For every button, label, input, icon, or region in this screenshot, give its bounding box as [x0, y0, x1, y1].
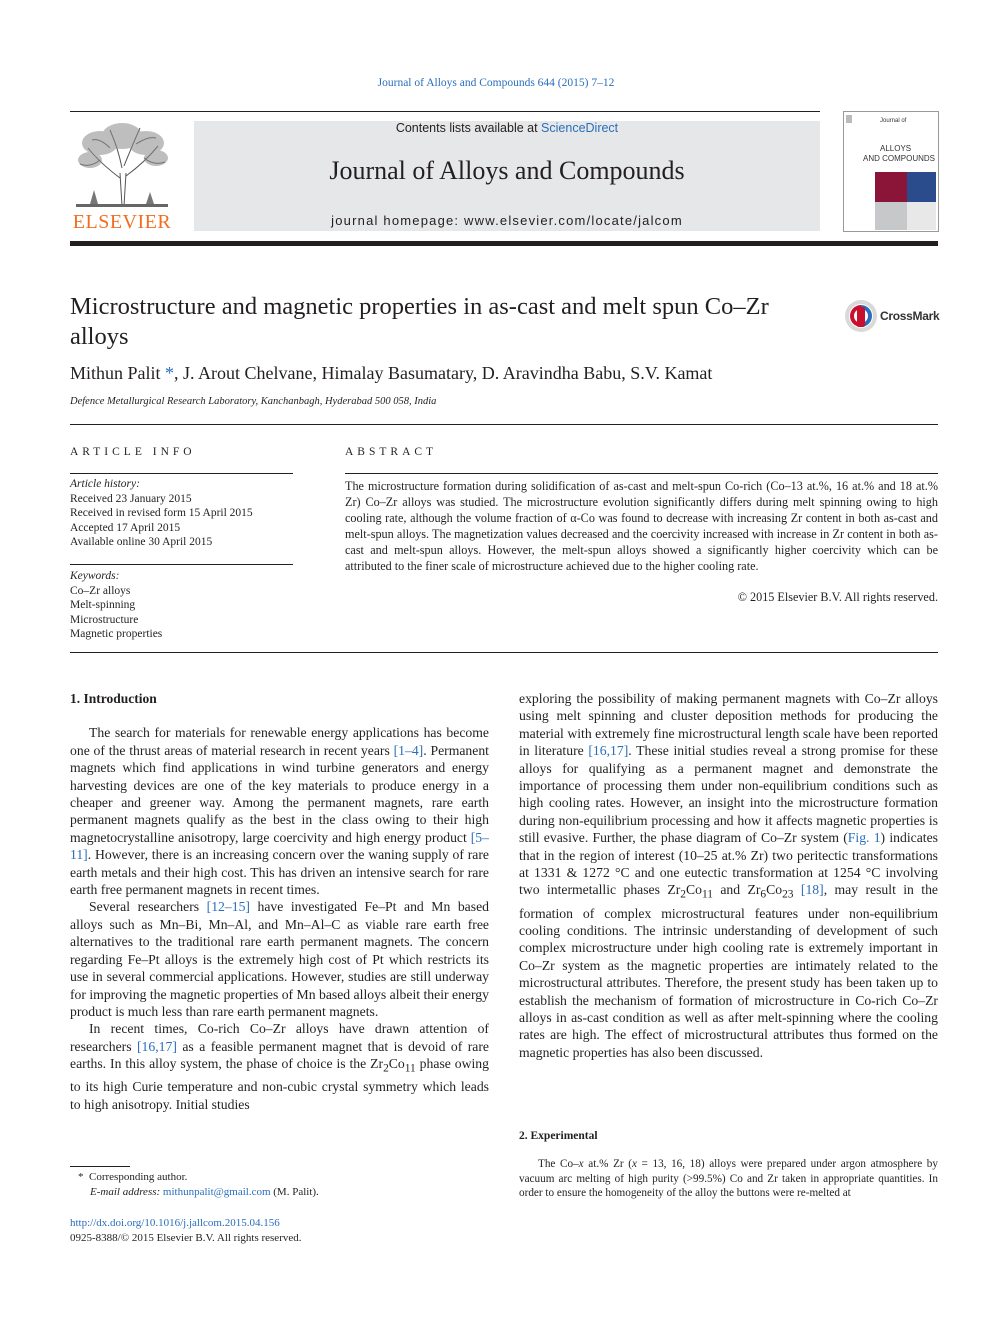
section-heading-introduction: 1. Introduction [70, 691, 157, 706]
text-run: and Zr [712, 882, 761, 898]
subscript: 11 [404, 1062, 416, 1075]
footnote-mark: * [78, 1171, 84, 1183]
history-accepted: Accepted 17 April 2015 [70, 521, 181, 534]
text-run: Co [685, 882, 702, 898]
text-run: at.% Zr ( [583, 1158, 632, 1170]
footnotes [70, 1170, 489, 1200]
subscript: 6 [760, 889, 767, 902]
keywords-label: Keywords: [70, 570, 120, 582]
experimental-paragraph [519, 1157, 938, 1201]
text-run: , may result in the formation of complex microstructural features under non-equilibrium cooling conditions. The intrinsic understanding of development of such complex microstructure under high cooling rate is extremely important in Co–Zr system as the magnetic properties are intimately related to the microstructural attributes. Therefore, the present study has been taken up to establish the mechanism of formation of microstructure in Co-rich Co–Zr alloys in as-cast condition as well as after melt-spinning where the cooling rates are high. The effect of microstructural attributes thus formed on the magnetic properties has also been discussed. [519, 882, 939, 1060]
keywords [70, 569, 295, 642]
reference-link[interactable]: [18] [800, 882, 824, 898]
elsevier-wordmark[interactable]: ELSEVIER [72, 211, 172, 233]
right-column [519, 690, 938, 1061]
article-title [70, 292, 830, 352]
cover-label-alloys: ALLOYS [880, 144, 912, 153]
paragraph [70, 898, 489, 1020]
email-link[interactable]: mithunpalit@gmail.com [162, 1186, 271, 1198]
cover-label-small: Journal of [880, 118, 907, 124]
reference-link[interactable]: [16,17] [137, 1038, 177, 1054]
text-run: The Co– [538, 1158, 579, 1170]
header-thick-rule [70, 241, 938, 246]
abstract-separator [70, 652, 938, 653]
contents-prefix: Contents lists available at [395, 121, 542, 135]
abstract-heading: ABSTRACT [345, 446, 438, 458]
text-run: The search for materials for renewable energy applications has become one of the thrust areas of material research in recent years [70, 725, 489, 758]
reference-link[interactable]: [12–15] [206, 899, 250, 915]
keyword-item: Co–Zr alloys [70, 584, 131, 597]
subscript: 11 [701, 889, 713, 902]
history-received: Received 23 January 2015 [70, 492, 192, 505]
abstract-text: The microstructure formation during solidification of as-cast and melt-spun Co-rich (Co–13 at.%, 16 at.% and 18 at.% Zr) Co–Zr alloys was studied. The microstructure evolution significantly differs during melt spinning owing to high cooling rate, although the volume fraction of α-Co was found to decrease with increasing Zr content in both as-cast and melt-spun alloys. The magnetization values decreased and the coercivity increased with increase in Zr content in both as-cast and melt-spun alloys. However, the melt-spun alloys showed a significantly higher coercivity which can be attributed to the finer scale of microstructure achieved due to the higher cooling rate. [345, 479, 938, 573]
article-history [70, 477, 295, 550]
text-run: ) indicates that in the region of interest (10–25 at.% Zr) two peritectic transformations at 1331 & 1272 °C and one eutectic transformation at 1254 °C involving two intermetallic phases Zr [519, 830, 938, 898]
text-run: . However, there is an increasing concern over the waning supply of rare earth metals and their high cost. This has driven an intensive search for rare earth free permanent magnets in recent times. [70, 847, 489, 898]
article-info-rule [70, 473, 293, 474]
history-label: Article history: [70, 478, 140, 490]
text-run: as a feasible permanent magnet that is devoid of rare earths. In this alloy system, the phase of choice is the Zr [70, 1038, 489, 1072]
title-separator [70, 424, 938, 425]
subscript: 23 [782, 889, 794, 902]
paragraph [70, 724, 489, 898]
paragraph [519, 690, 938, 1061]
text-run: Co [766, 882, 783, 898]
reference-link[interactable]: [1–4] [393, 742, 424, 758]
text-run: exploring the possibility of making permanent magnets with Co–Zr alloys using melt spinning and cluster deposition methods for producing the material with extremely fine microstructural length scale have been reported in literature [519, 691, 938, 759]
left-column [70, 690, 489, 1113]
header-rule [70, 111, 820, 112]
footnote-rule [70, 1166, 130, 1167]
text-run: = 13, 16, 18) alloys were prepared under argon atmosphere by vacuum arc melting of high purity (>99.5%) Co and Zr taken in appropriate quantities. In order to ensure the homogeneity of the alloy the buttons were re-melted at [519, 1158, 938, 1200]
doi-link[interactable]: http://dx.doi.org/10.1016/j.jallcom.2015.04.156 [70, 1217, 280, 1229]
variable: x [631, 1158, 637, 1170]
text-run: . Permanent magnets which find applications in wind turbine generators and energy harvesting devices are one of the key materials to produce energy in a cheaper and greener way. Among the permanent magnets, rare earth permanent magnets qualify as the best in the class owing to their high magnetocrystalline anisotropy, large coercivity and high energy product [70, 742, 489, 845]
corresponding-footnote [70, 1170, 489, 1185]
subscript: 2 [383, 1062, 389, 1075]
email-footnote [70, 1185, 489, 1200]
corresponding-author-mark[interactable]: * [165, 363, 175, 383]
section-heading-experimental: 2. Experimental [519, 1130, 598, 1142]
text-run: have investigated Fe–Pt and Mn based alloys such as Mn–Bi, Mn–Al, and Mn–Al–C as viable rare earth free alternatives to the traditional rare earth permanent magnets. The concern regarding Fe–Pt alloys is the extremely high cost of Pt which restricts its use in several commercial applications. However, studies are still underway for improving the magnetic properties of Mn based alloys albeit their energy product is much less than rare earth permanent magnets. [70, 899, 489, 1019]
doi-block [70, 1216, 489, 1246]
keyword-item: Microstructure [70, 613, 139, 626]
text-run: Several researchers [89, 899, 207, 915]
history-revised: Received in revised form 15 April 2015 [70, 507, 253, 519]
abstract-rule [345, 473, 938, 474]
title-line-2: alloys [70, 323, 129, 350]
author-list [70, 363, 712, 384]
email-label: E-mail address: [90, 1186, 163, 1198]
keyword-item: Melt-spinning [70, 599, 136, 611]
author-first[interactable]: Mithun Palit [70, 363, 161, 383]
journal-cover-thumbnail[interactable] [843, 111, 939, 232]
email-suffix: (M. Palit). [270, 1186, 319, 1198]
article-info-heading: ARTICLE INFO [70, 446, 196, 458]
text-run: In recent times, Co-rich Co–Zr alloys have drawn attention of researchers [70, 1021, 489, 1054]
affiliation: Defence Metallurgical Research Laboratory, Kanchanbagh, Hyderabad 500 058, India [70, 396, 437, 407]
journal-title: Journal of Alloys and Compounds [329, 156, 685, 185]
abstract-copyright: © 2015 Elsevier B.V. All rights reserved. [737, 590, 938, 604]
text-run: . These initial studies reveal a strong promise for these alloys for qualifying as a permanent magnet and demonstrate the importance of processing them under non-equilibrium conditions such as high cooling rates. However, an insight into the microstructure formation during non-equilibrium processing and how it affects magnetic properties is still evasive. Further, the phase diagram of Co–Zr system ( [519, 743, 938, 846]
author-others: , J. Arout Chelvane, Himalay Basumatary, D. Aravindha Babu, S.V. Kamat [174, 363, 713, 383]
history-online: Available online 30 April 2015 [70, 536, 213, 548]
reference-link[interactable]: [5–11] [70, 829, 489, 863]
paragraph [70, 1020, 489, 1113]
text-run: Co [388, 1056, 405, 1072]
issn-line: 0925-8388/© 2015 Elsevier B.V. All rights reserved. [70, 1232, 302, 1244]
sciencedirect-link[interactable]: ScienceDirect [541, 121, 619, 135]
crossmark-icon [843, 298, 879, 334]
footnote-text: Corresponding author. [89, 1171, 188, 1183]
figure-link[interactable]: Fig. 1 [847, 830, 881, 846]
journal-homepage[interactable]: journal homepage: www.elsevier.com/locate/jalcom [331, 213, 683, 228]
contents-line [194, 121, 820, 135]
keyword-item: Magnetic properties [70, 628, 163, 640]
title-line-1: Microstructure and magnetic properties in as-cast and melt spun Co–Zr [70, 293, 769, 320]
cover-label-compounds: AND COMPOUNDS [862, 154, 935, 163]
reference-link[interactable]: [16,17] [588, 743, 629, 759]
text-run: phase owing to its high Curie temperature and non-cubic crystal symmetry which leads to high anisotropy. Initial studies [70, 1056, 489, 1112]
variable: x [578, 1158, 584, 1170]
keywords-rule [70, 564, 293, 565]
crossmark-label[interactable]: CrossMark [880, 309, 940, 323]
journal-citation[interactable]: Journal of Alloys and Compounds 644 (2015) 7–12 [377, 77, 615, 89]
subscript: 2 [680, 889, 686, 902]
